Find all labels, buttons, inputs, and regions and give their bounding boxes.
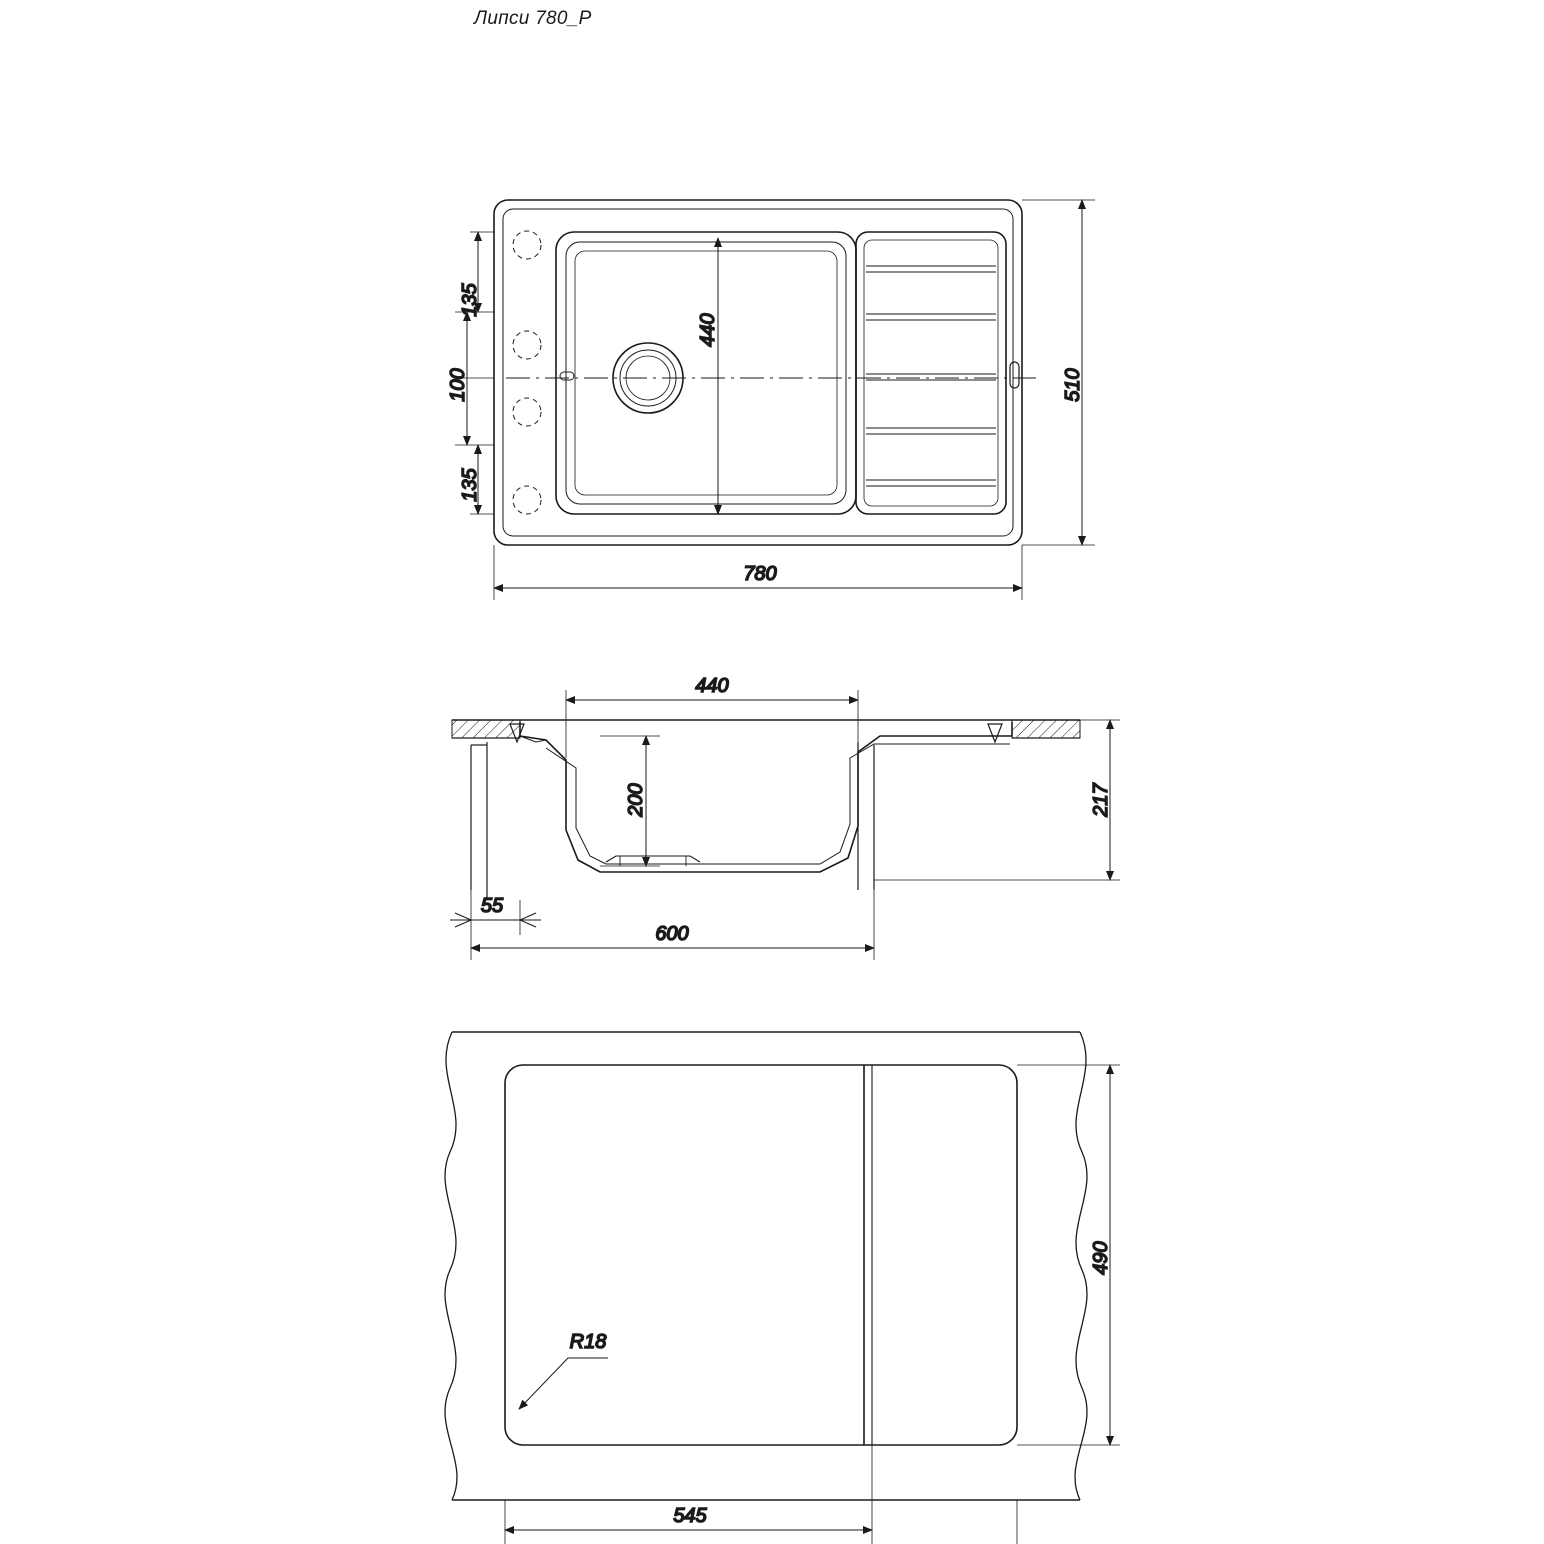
- dim-200: 200: [625, 783, 647, 817]
- top-view: [447, 200, 1095, 600]
- dim-217: 217: [1090, 783, 1112, 817]
- cutout-view: [445, 1032, 1120, 1544]
- dim-r18: R18: [569, 1331, 607, 1353]
- dim-780: 780: [743, 563, 777, 585]
- dim-510: 510: [1062, 368, 1084, 402]
- dim-440-bowl-hidden: 135: [459, 468, 481, 502]
- dim-135-top: 135: [459, 283, 481, 317]
- dim-55: 55: [480, 895, 504, 917]
- dim-100: 100: [447, 368, 469, 402]
- dim-600: 600: [655, 923, 689, 945]
- drawing-title: Липси 780_P: [474, 8, 592, 29]
- dim-490: 490: [1090, 1241, 1112, 1275]
- dim-440-section: 440: [695, 675, 729, 697]
- dim-440-bowl: 440: [697, 313, 719, 347]
- dim-545: 545: [673, 1505, 707, 1527]
- section-view: [450, 675, 1120, 960]
